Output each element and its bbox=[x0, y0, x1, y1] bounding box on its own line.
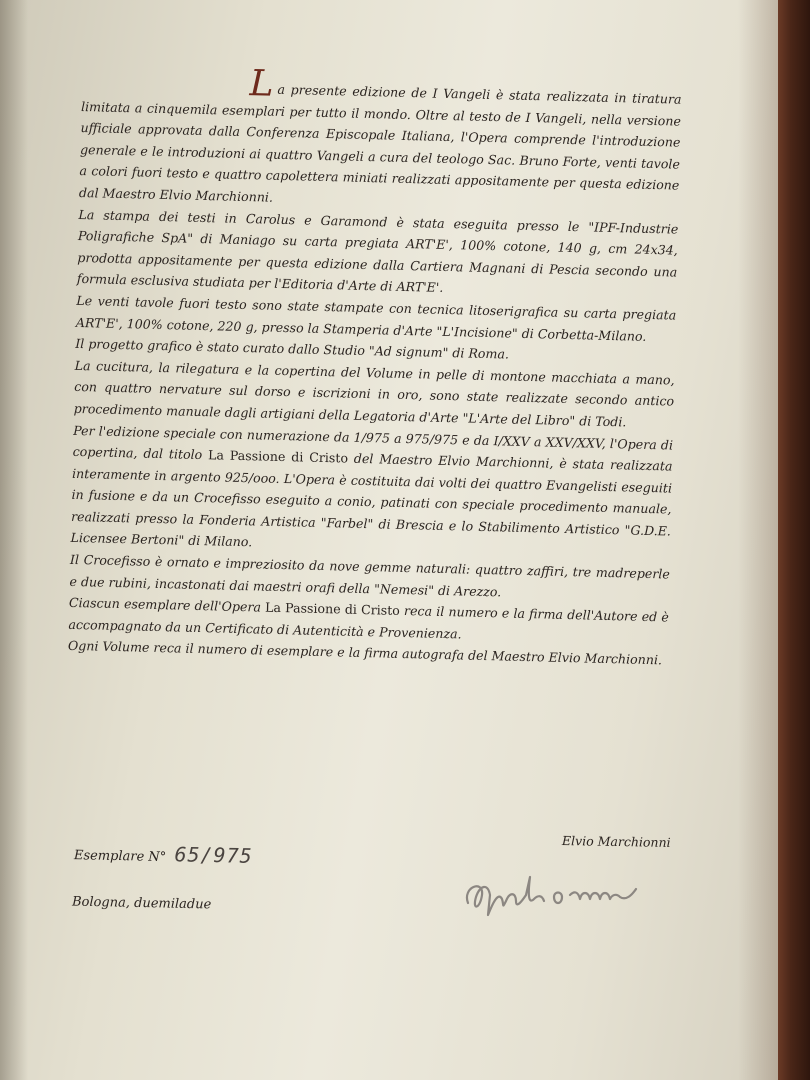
paragraph-text: La cucitura, la rilegatura e la copertina del Volume in pelle di montone macchiata a mano, con quattro nervature sul dorso e iscrizioni in oro, sono state realizzate secondo antico procedimento manuale dagli artigiani della Legatoria d'Arte "L'Arte del Libro" di Todi. bbox=[73, 357, 675, 430]
paragraph-text: Ogni Volume reca il numero di esemplare e la firma autografa del Maestro Elvio Marchionni. bbox=[67, 638, 663, 668]
paragraph-text: del Maestro Elvio Marchionni, è stata realizzata interamente in argento 925/ooo. L'Opera è costituita dai volti dei quattro Evangelisti eseguiti in fusione e da un Crocefisso eseguito a conio, patinati con speciale procedimento manuale, realizzati presso la Fonderia Artistica "Farbel" di Brescia e lo Stabilimento Artistico "G.D.E. Licensee Bertoni" di Milano. bbox=[70, 450, 673, 550]
paragraph-text: Il progetto grafico è stato curato dallo Studio "Ad signum" di Roma. bbox=[75, 336, 510, 362]
paragraph-text: reca il numero e la firma dell'Autore ed è accompagnato da un Certificato di Autenticità e Provenienza. bbox=[68, 603, 669, 642]
copy-number-handwritten: 65/975 bbox=[174, 842, 253, 868]
drop-cap: L bbox=[249, 63, 275, 105]
paragraph-text: a presente edizione de I Vangeli è stata realizzata in tiratura limitata a cinquemila esemplari per tutto il mondo. Oltre al testo de I Vangeli, nella versione ufficiale approvata dalla Conferenza Episcopale Italiana, l'Opera comprende l'introduzione generale e le introduzioni ai quattro Vangeli a cura del teologo Sac. Bruno Forte, venti tavole a colori fuori testo e quattro capolettera miniati realizzati appositamente per questa edizione dal Maestro Elvio Marchionni. bbox=[78, 81, 682, 205]
copy-number-label: Esemplare N° bbox=[73, 848, 167, 866]
copy-number-line bbox=[74, 840, 253, 868]
place-date: Bologna, duemiladue bbox=[71, 894, 212, 913]
leather-cover-edge bbox=[778, 0, 810, 1080]
paragraph-text: Le venti tavole fuori testo sono state stampate con tecnica litoserigrafica su carta pregiata ART'E', 100% cotone, 220 g, presso la Stamperia d'Arte "L'Incisione" di Corbetta-Milano. bbox=[75, 292, 677, 344]
work-title: La Passione di Cristo bbox=[264, 599, 401, 619]
author-signature bbox=[458, 865, 658, 925]
paragraph-text: La stampa dei testi in Carolus e Garamond è stata eseguita presso le "IPF-Industrie Poligrafiche SpA" di Maniago su carta pregiata ART'E', 100% cotone, 140 g, cm 24x34, prodotta appositamente per questa edizione dalla Cartiera Magnani di Pescia secondo una formula esclusiva studiata per l'Editoria d'Arte di ART'E'. bbox=[76, 206, 679, 296]
paragraph-text: Il Crocefisso è ornato e impreziosito da nove gemme naturali: quattro zaffiri, tre madreperle e due rubini, incastonati dai maestri orafi della "Nemesi" di Arezzo. bbox=[69, 551, 671, 600]
author-name: Elvio Marchionni bbox=[561, 833, 671, 850]
paragraph-text: Per l'edizione speciale con numerazione da 1/975 a 975/975 e da I/XXV a XXV/XXV, l'Opera di copertina, dal titolo bbox=[72, 422, 674, 463]
work-title: La Passione di Cristo bbox=[207, 447, 349, 466]
paragraph-text: Ciascun esemplare dell'Opera bbox=[68, 595, 266, 615]
